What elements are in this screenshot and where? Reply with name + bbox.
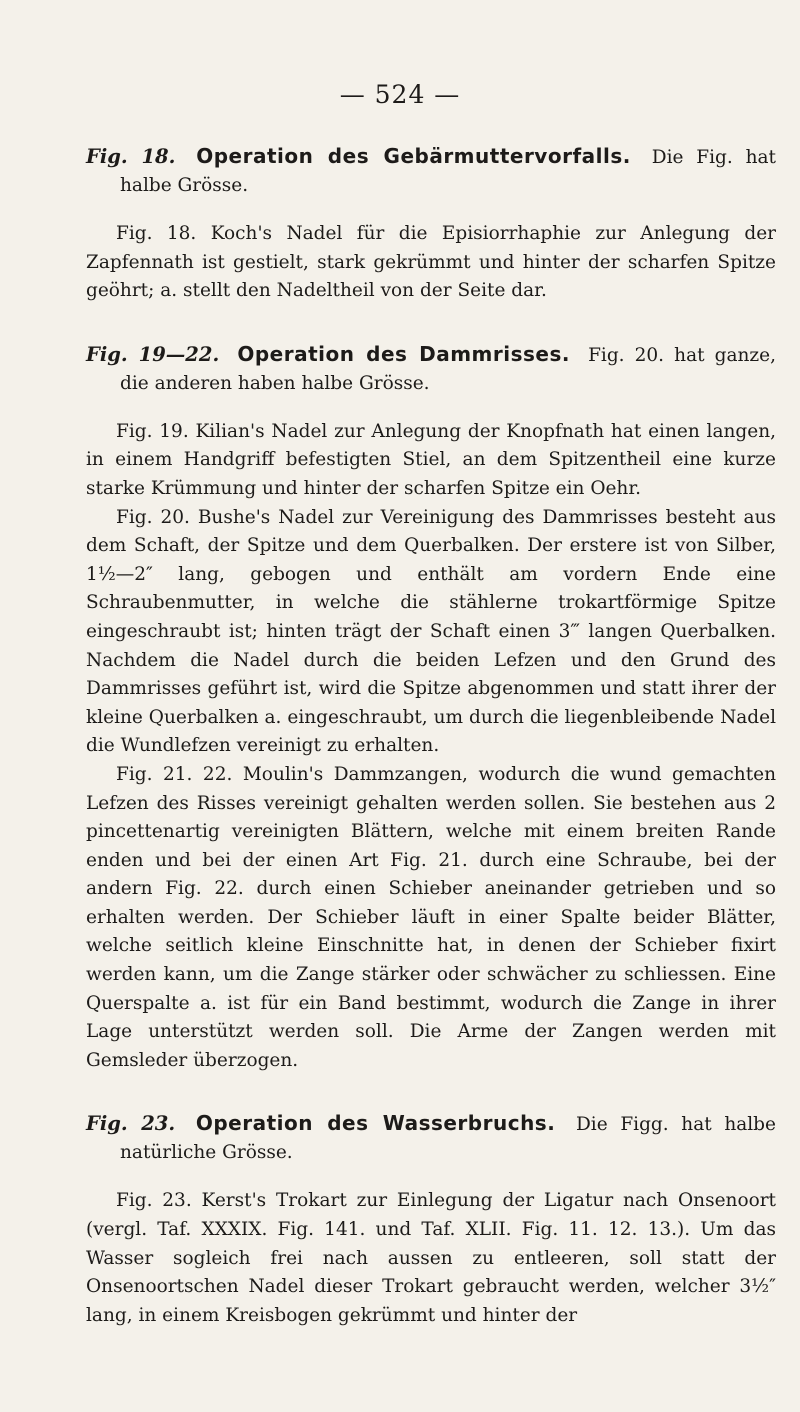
paragraph: Fig. 19. Kilian's Nadel zur Anlegung der Knopfnath hat einen langen, in einem Handgriff befestigten Stiel, an dem Spitzentheil eine kurze starke Krümmung und hinter der scharfen Spitze ein Oehr. bbox=[86, 420, 776, 499]
section-heading-note: Fig. 20. hat ganze, die anderen haben halbe Grösse. bbox=[120, 344, 776, 394]
section-heading-note: Die Fig. hat halbe Grösse. bbox=[120, 147, 776, 196]
section-heading-fig: Fig. 19—22. bbox=[86, 342, 220, 366]
paragraph: Fig. 23. Kerst's Trokart zur Einlegung der Ligatur nach Onsenoort (vergl. Taf. XXXIX. Fig. 141. und Taf. XLII. Fig. 11. 12. 13.). Um das Wasser sogleich frei nach aussen zu entleeren, soll statt der Onsenoortschen Nadel dieser Trokart gebraucht werden, welcher 3½″ lang, in einem Kreisbogen gekrümmt und hinter der bbox=[86, 1190, 776, 1326]
section-heading-3 bbox=[86, 1109, 776, 1167]
section-heading-title: Operation des Dammrisses. bbox=[237, 341, 570, 366]
section-heading-note: Die Figg. hat halbe natürliche Grösse. bbox=[120, 1114, 776, 1164]
page-number: — 524 — bbox=[339, 80, 461, 109]
paragraph: Fig. 18. Koch's Nadel für die Episiorrhaphie zur Anlegung der Zapfennath ist gestielt, stark gekrümmt und hinter der scharfen Spitze geöhrt; a. stellt den Nadeltheil von der Seite dar. bbox=[86, 223, 776, 302]
paragraph: Fig. 20. Bushe's Nadel zur Vereinigung des Dammrisses besteht aus dem Schaft, der Spitze und dem Querbalken. Der erstere ist von Silber, 1½—2″ lang, gebogen und enthält am vordern Ende eine Schraubenmutter, in welche die stählerne trokartförmige Spitze eingeschraubt ist; hinten trägt der Schaft einen 3‴ langen Querbalken. Nachdem die Nadel durch die beiden Lefzen und den Grund des Dammrisses geführt ist, wird die Spitze abgenommen und statt ihrer der kleine Querbalken a. eingeschraubt, um durch die liegenbleibende Nadel die Wundlefzen vereinigt zu erhalten. bbox=[86, 506, 776, 757]
section-heading-fig: Fig. 18. bbox=[86, 145, 176, 168]
section-heading-title: Operation des Gebärmuttervorfalls. bbox=[196, 144, 631, 168]
paragraph: Fig. 21. 22. Moulin's Dammzangen, wodurch die wund gemachten Lefzen des Risses vereinigt gehalten werden sollen. Sie bestehen aus 2 pincettenartig vereinigten Blättern, welche mit einem breiten Rande enden und bei der einen Art Fig. 21. durch eine Schraube, bei der andern Fig. 22. durch einen Schieber aneinander getrieben und so erhalten werden. Der Schieber läuft in einer Spalte beider Blätter, welche seitlich kleine Einschnitte hat, in denen der Schieber fixirt werden kann, um die Zange stärker oder schwächer zu schliessen. Eine Querspalte a. ist für ein Band bestimmt, wodurch die Zange in ihrer Lage unterstützt werden soll. Die Arme der Zangen werden mit Gemsleder überzogen. bbox=[86, 763, 776, 1071]
page-text bbox=[86, 142, 776, 1330]
section-heading-title: Operation des Wasserbruchs. bbox=[195, 1111, 556, 1136]
section-heading-2 bbox=[86, 340, 776, 398]
section-heading-fig: Fig. 23. bbox=[86, 1112, 176, 1136]
section-heading-1 bbox=[86, 142, 776, 200]
